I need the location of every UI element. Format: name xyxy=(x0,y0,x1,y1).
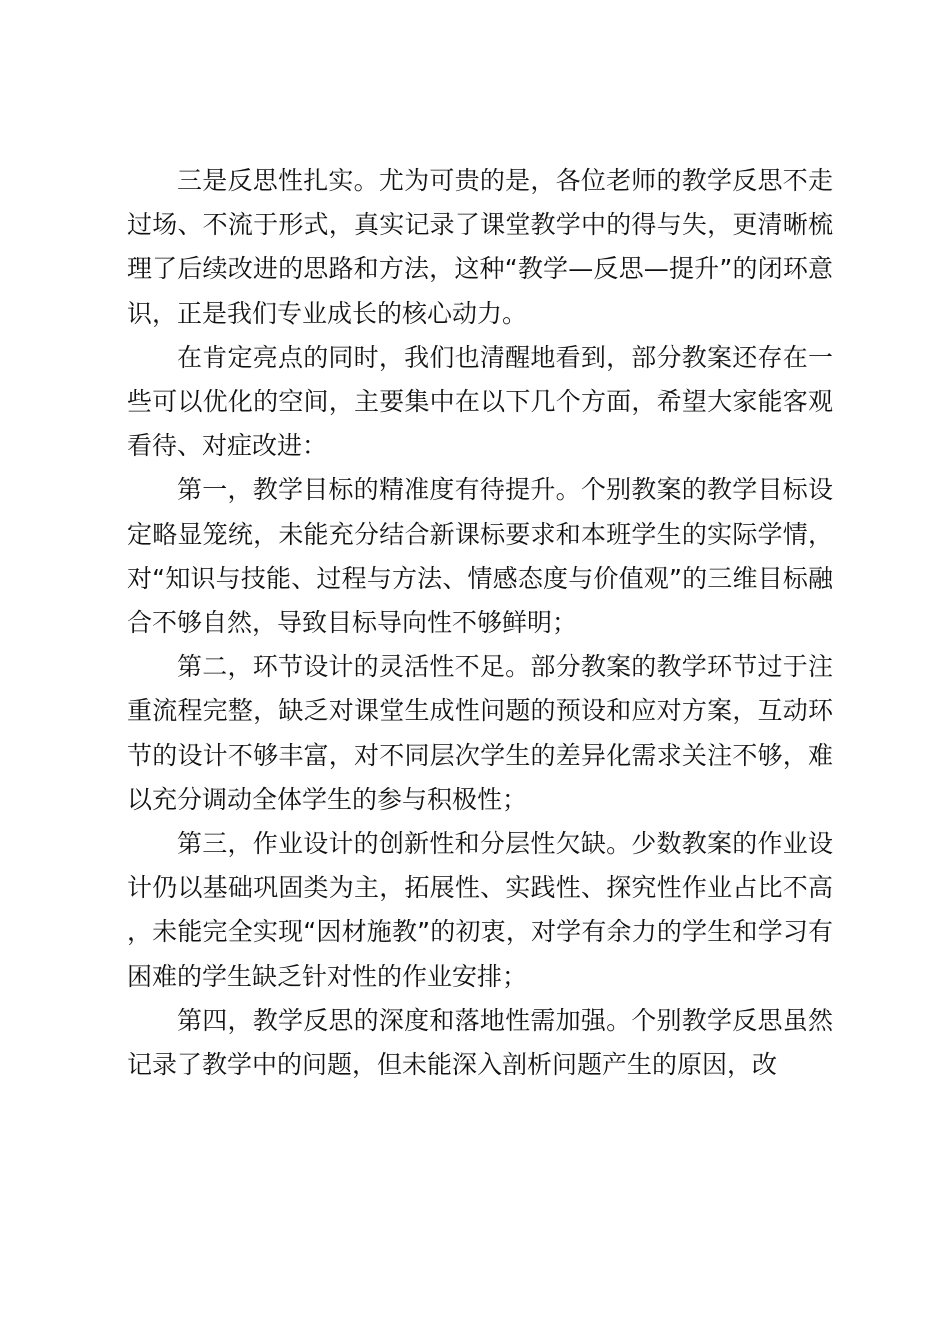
document-body xyxy=(127,159,833,1087)
paragraph-point-1: 第一，教学目标的精准度有待提升。个别教案的教学目标设定略显笼统，未能充分结合新课标要求和本班学生的实际学情，对“知识与技能、过程与方法、情感态度与价值观”的三维目标融合不够自然，导致目标导向性不够鲜明； xyxy=(127,475,833,638)
paragraph-reflection: 三是反思性扎实。尤为可贵的是，各位老师的教学反思不走过场、不流于形式，真实记录了课堂教学中的得与失，更清晰梳理了后续改进的思路和方法，这种“教学—反思—提升”的闭环意识，正是我们专业成长的核心动力。 xyxy=(127,166,833,328)
paragraph-point-2: 第二，环节设计的灵活性不足。部分教案的教学环节过于注重流程完整，缺乏对课堂生成性问题的预设和应对方案，互动环节的设计不够丰富，对不同层次学生的差异化需求关注不够，难以充分调动全体学生的参与积极性； xyxy=(127,652,833,814)
paragraph-transition: 在肯定亮点的同时，我们也清醒地看到，部分教案还存在一些可以优化的空间，主要集中在以下几个方面，希望大家能客观看待、对症改进： xyxy=(127,342,833,461)
paragraph-point-3: 第三，作业设计的创新性和分层性欠缺。少数教案的作业设计仍以基础巩固类为主，拓展性、实践性、探究性作业占比不高，未能完全实现“因材施教”的初衷，对学有余力的学生和学习有困难的学生缺乏针对性的作业安排； xyxy=(127,829,833,991)
paragraph-point-4: 第四，教学反思的深度和落地性需加强。个别教学反思虽然记录了教学中的问题，但未能深入剖析问题产生的原因，改 xyxy=(127,1005,833,1080)
